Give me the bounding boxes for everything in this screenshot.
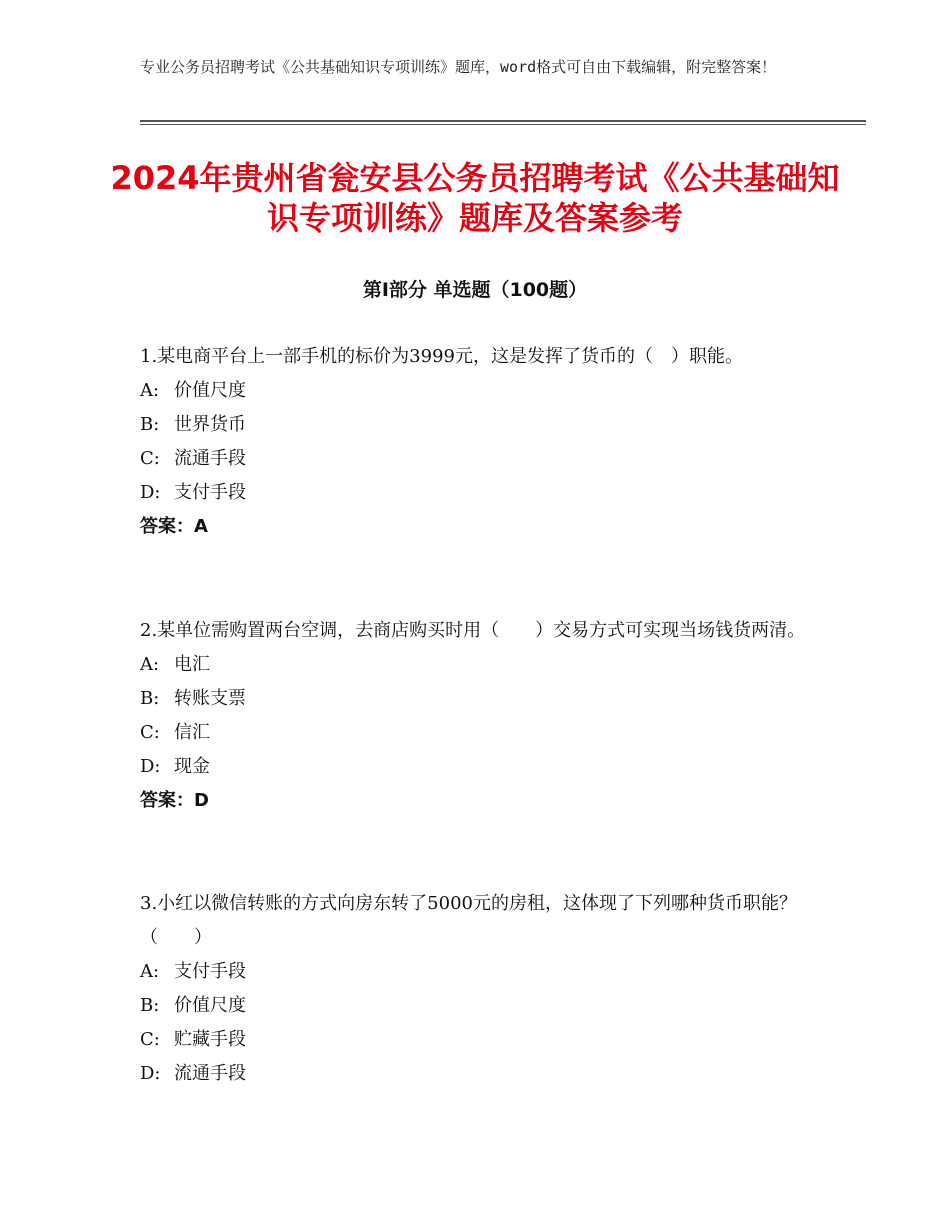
option-text: 流通手段 [174,1063,246,1084]
option-text: 流通手段 [174,448,246,469]
option-text: 价值尺度 [174,380,246,401]
option-label: C: [140,448,160,469]
option-text: 电汇 [174,654,210,675]
question-3 [140,887,820,1091]
option-label: A: [140,380,160,401]
option-label: A: [140,654,160,675]
answer-line: 答案：D [140,790,209,811]
option-label: A: [140,961,160,982]
question-stem: 3.小红以微信转账的方式向房东转了5000元的房租，这体现了下列哪种货币职能？（ ） [140,893,797,948]
header-rule [140,120,866,122]
answer-line: 答案：A [140,516,208,537]
option-c [140,716,820,750]
question-stem: 2.某单位需购置两台空调，去商店购买时用（ ）交易方式可实现当场钱货两清。 [140,620,806,641]
option-text: 支付手段 [174,482,246,503]
option-label: C: [140,722,160,743]
option-label: D: [140,1063,161,1084]
option-b [140,989,820,1023]
document-title: 2024年贵州省瓮安县公务员招聘考试《公共基础知识专项训练》题库及答案参考 [110,159,840,237]
option-c [140,1023,820,1057]
option-d [140,750,820,784]
option-text: 转账支票 [174,688,246,709]
question-1 [140,340,820,544]
option-d [140,476,820,510]
option-text: 价值尺度 [174,995,246,1016]
option-a [140,955,820,989]
question-2 [140,614,820,818]
option-text: 现金 [174,756,210,777]
header-note: 专业公务员招聘考试《公共基础知识专项训练》题库，word格式可自由下载编辑，附完整答案！ [140,58,777,76]
option-d [140,1057,820,1091]
option-b [140,408,820,442]
option-label: C: [140,1029,160,1050]
option-text: 贮藏手段 [174,1029,246,1050]
option-b [140,682,820,716]
option-label: D: [140,482,161,503]
option-c [140,442,820,476]
option-a [140,648,820,682]
option-label: B: [140,995,160,1016]
option-text: 支付手段 [174,961,246,982]
question-stem: 1.某电商平台上一部手机的标价为3999元，这是发挥了货币的（ ）职能。 [140,346,743,367]
section-heading: 第Ⅰ部分 单选题（100题） [362,279,588,301]
header-rule-thin [140,124,866,125]
option-text: 世界货币 [174,414,246,435]
option-label: B: [140,414,160,435]
option-label: B: [140,688,160,709]
option-a [140,374,820,408]
option-label: D: [140,756,161,777]
option-text: 信汇 [174,722,210,743]
